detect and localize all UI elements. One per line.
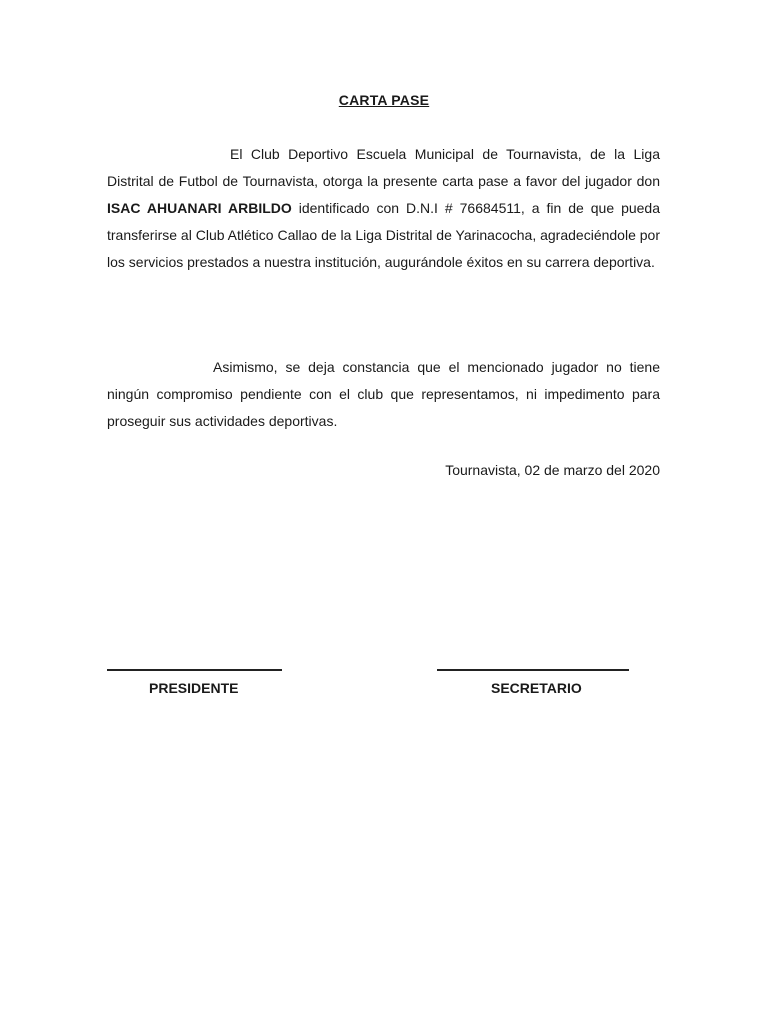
- secretary-label: SECRETARIO: [491, 680, 582, 696]
- document-title: CARTA PASE: [338, 92, 430, 108]
- paragraph-certification: Asimismo, se deja constancia que el mencionado jugador no tiene ningún compromiso pendiente con el club que representamos, ni impedimento para proseguir sus actividades deportivas.: [107, 359, 660, 429]
- president-label: PRESIDENTE: [149, 680, 239, 696]
- place-date: Tournavista, 02 de marzo del 2020: [445, 462, 660, 478]
- secretary-signature-line: [437, 669, 629, 671]
- paragraph-transfer: [107, 141, 660, 276]
- paragraph-transfer-text-2: identificado con D.N.I # 76684511, a fin de que pueda transferirse al Club Atlético Callao de la Liga Distrital de Yarinacocha, agradeciéndole por los servicios prestados a nuestra institución, augurándole éxitos en su carrera deportiva.: [107, 200, 661, 270]
- player-name: ISAC AHUANARI ARBILDO: [107, 200, 292, 216]
- paragraph-transfer-text-1: El Club Deportivo Escuela Municipal de Tournavista, de la Liga Distrital de Futbol de Tournavista, otorga la presente carta pase a favor del jugador don: [107, 146, 660, 189]
- president-signature-line: [107, 669, 282, 671]
